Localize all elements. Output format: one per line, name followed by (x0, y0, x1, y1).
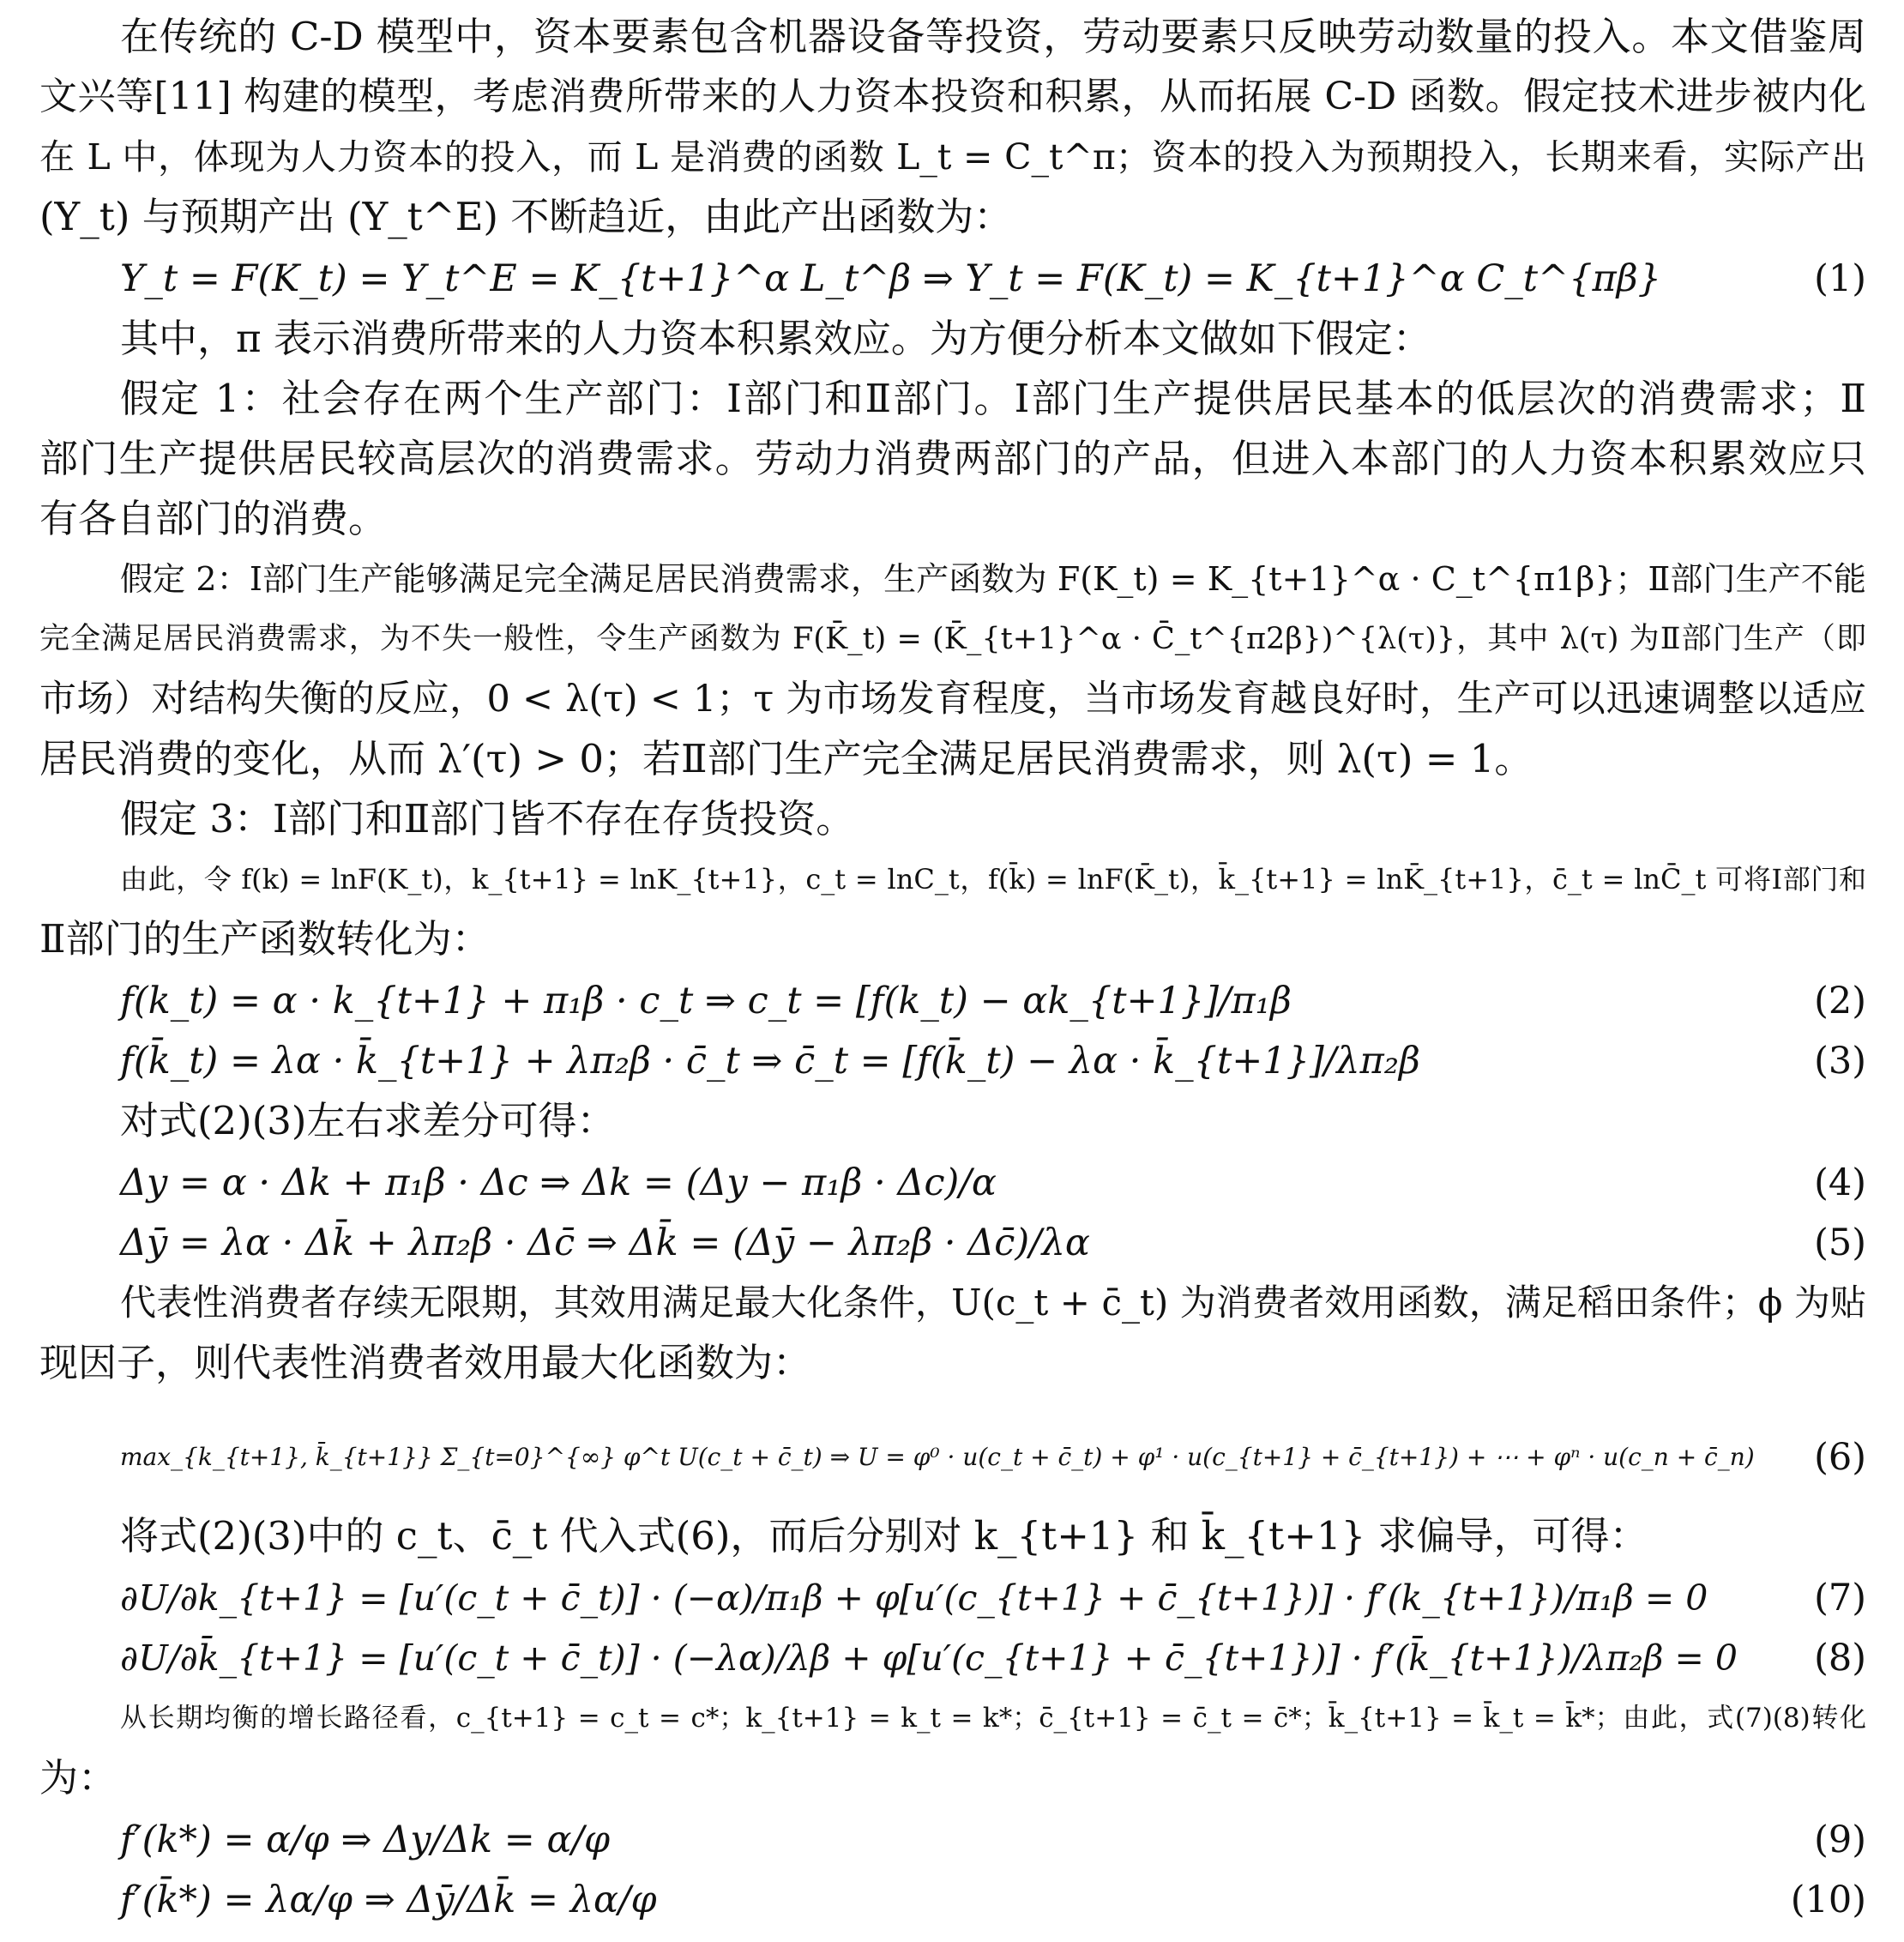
equation-8: ∂U/∂k̄_{t+1} = [u′(c_t + c̄_t)] · (−λα)/λβ + φ[u′(c_{t+1} + c̄_{t+1})] · f′(k̄_{t+1})/λπ₂β = 0 (120, 1637, 1738, 1679)
paragraph-6: 将式(2)(3)中的 c_t、c̄_t 代入式(6)，而后分别对 k_{t+1} 和 k̄_{t+1} 求偏导，可得： (120, 1513, 1648, 1559)
equation-3: f(k̄_t) = λα · k̄_{t+1} + λπ₂β · c̄_t ⇒ c̄_t = [f(k̄_t) − λα · k̄_{t+1}]/λπ₂β (120, 1040, 1420, 1083)
paragraph-1-line-1: 在传统的 C-D 模型中，资本要素包含机器设备等投资，劳动要素只反映劳动数量的投入。本文借鉴周 (120, 14, 1866, 59)
equation-10-number: (10) (1790, 1879, 1866, 1921)
assumption-2-line-1: 假定 2：Ⅰ部门生产能够满足完全满足居民消费需求，生产函数为 F(K_t) = K_{t+1}^α · C_t^{π1β}；Ⅱ部门生产不能 (120, 560, 1866, 598)
paragraph-1-line-4: (Y_t) 与预期产出 (Y_t^E) 不断趋近，由此产出函数为： (39, 194, 1013, 239)
equation-2-number: (2) (1814, 980, 1866, 1022)
assumption-2-line-4: 居民消费的变化，从而 λ′(τ) > 0；若Ⅱ部门生产完全满足居民消费需求，则 λ(τ) = 1。 (39, 736, 1533, 781)
equation-6: max_{k_{t+1}, k̄_{t+1}} Σ_{t=0}^{∞} φ^t U(c_t + c̄_t) ⇒ U = φ⁰ · u(c_t + c̄_t) + φ¹ · u(c_{t+1} + c̄_{t+1}) + ⋯ + φⁿ · u(c_n + c̄_n) (120, 1443, 1755, 1471)
paragraph-3-line-1: 由此，令 f(k) = lnF(K_t)，k_{t+1} = lnK_{t+1}，c_t = lnC_t，f(k̄) = lnF(K̄_t)，k̄_{t+1} = lnK̄_{t+1}，c̄_t = lnC̄_t 可将Ⅰ部门和 (120, 863, 1866, 896)
equation-10: f′(k̄*) = λα/φ ⇒ Δȳ/Δk̄ = λα/φ (120, 1879, 657, 1921)
equation-3-number: (3) (1814, 1040, 1866, 1083)
equation-9: f′(k*) = α/φ ⇒ Δy/Δk = α/φ (120, 1818, 611, 1861)
equation-2: f(k_t) = α · k_{t+1} + π₁β · c_t ⇒ c_t = [f(k_t) − αk_{t+1}]/π₁β (120, 980, 1292, 1022)
equation-6-number: (6) (1814, 1436, 1866, 1479)
paragraph-5-line-2: 现因子，则代表性消费者效用最大化函数为： (39, 1340, 812, 1385)
paragraph-5-line-1: 代表性消费者存续无限期，其效用满足最大化条件，U(c_t + c̄_t) 为消费者效用函数，满足稻田条件；ϕ 为贴 (120, 1282, 1866, 1324)
equation-1-number: (1) (1814, 257, 1866, 300)
equation-9-number: (9) (1814, 1818, 1866, 1861)
equation-5: Δȳ = λα · Δk̄ + λπ₂β · Δc̄ ⇒ Δk̄ = (Δȳ − λπ₂β · Δc̄)/λα (120, 1221, 1090, 1264)
paragraph-2: 其中，π 表示消费所带来的人力资本积累效应。为方便分析本文做如下假定： (120, 316, 1431, 361)
paragraph-7-line-2: 为： (39, 1755, 117, 1800)
paragraph-1-line-2: 文兴等[11] 构建的模型，考虑消费所带来的人力资本投资和积累，从而拓展 C-D 函数。假定技术进步被内化 (39, 75, 1866, 118)
paragraph-3-line-2: Ⅱ部门的生产函数转化为： (39, 916, 491, 962)
equation-7: ∂U/∂k_{t+1} = [u′(c_t + c̄_t)] · (−α)/π₁β + φ[u′(c_{t+1} + c̄_{t+1})] · f′(k_{t+1})/π₁β = 0 (120, 1577, 1708, 1619)
paragraph-4: 对式(2)(3)左右求差分可得： (120, 1098, 616, 1143)
equation-5-number: (5) (1814, 1221, 1866, 1264)
assumption-2-line-2: 完全满足居民消费需求，为不失一般性，令生产函数为 F(K̄_t) = (K̄_{t+1}^α · C̄_t^{π2β})^{λ(τ)}，其中 λ(τ) 为Ⅱ部门生产（即 (39, 622, 1866, 656)
assumption-1-line-1: 假定 1：社会存在两个生产部门：Ⅰ部门和Ⅱ部门。Ⅰ部门生产提供居民基本的低层次的消费需求；Ⅱ (120, 376, 1866, 421)
assumption-2-line-3: 市场）对结构失衡的反应，0 < λ(τ) < 1；τ 为市场发育程度，当市场发育越良好时，生产可以迅速调整以适应 (39, 678, 1866, 721)
assumption-1-line-3: 有各自部门的消费。 (39, 496, 388, 541)
equation-8-number: (8) (1814, 1637, 1866, 1680)
equation-7-number: (7) (1814, 1577, 1866, 1619)
equation-1: Y_t = F(K_t) = Y_t^E = K_{t+1}^α L_t^β ⇒ Y_t = F(K_t) = K_{t+1}^α C_t^{πβ} (120, 257, 1661, 300)
equation-4: Δy = α · Δk + π₁β · Δc ⇒ Δk = (Δy − π₁β · Δc)/α (120, 1161, 997, 1204)
assumption-1-line-2: 部门生产提供居民较高层次的消费需求。劳动力消费两部门的产品，但进入本部门的人力资本积累效应只 (39, 436, 1866, 481)
assumption-3: 假定 3：Ⅰ部门和Ⅱ部门皆不存在存货投资。 (120, 796, 855, 841)
equation-4-number: (4) (1814, 1161, 1866, 1204)
paragraph-1-line-3: 在 L 中，体现为人力资本的投入，而 L 是消费的函数 L_t = C_t^π；资本的投入为预期投入，长期来看，实际产出 (39, 136, 1866, 178)
paragraph-7-line-1: 从长期均衡的增长路径看，c_{t+1} = c_t = c*；k_{t+1} = k_t = k*；c̄_{t+1} = c̄_t = c̄*；k̄_{t+1} = k̄_t = k̄*；由此，式(7)(8)转化 (120, 1703, 1866, 1734)
